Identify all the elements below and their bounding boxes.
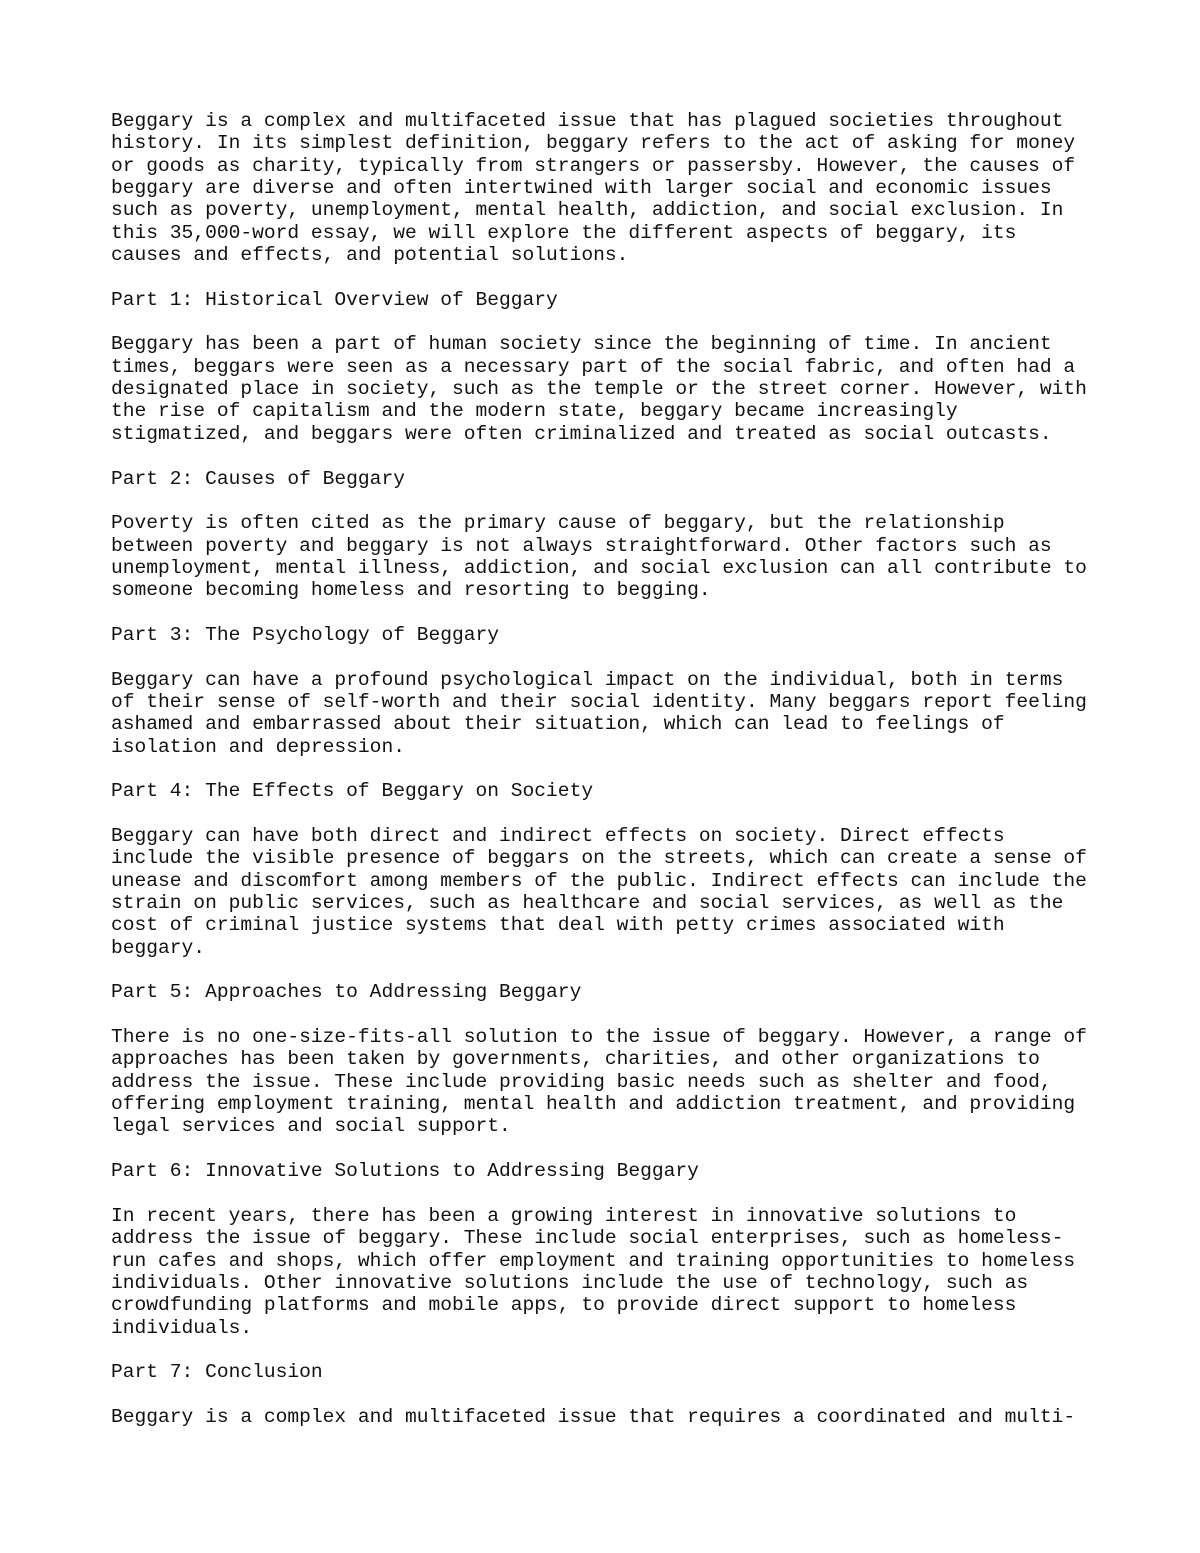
- section-heading-part-6: Part 6: Innovative Solutions to Addressing Beggary: [111, 1160, 699, 1183]
- section-heading-part-1: Part 1: Historical Overview of Beggary: [111, 288, 558, 311]
- section-body-part-4: Beggary can have both direct and indirect effects on society. Direct effects include the visible presence of beggars on the streets, which can create a sense of unease and discomfort among members of the public. Indirect effects can include the strain on public services, such as healthcare and social services, as well as the cost of criminal justice systems that deal with petty crimes associated with beggary.: [111, 825, 1087, 959]
- section-body-part-2: Poverty is often cited as the primary cause of beggary, but the relationship between poverty and beggary is not always straightforward. Other factors such as unemployment, mental illness, addiction, and social exclusion can all contribute to someone becoming homeless and resorting to begging.: [111, 512, 1087, 602]
- document-page: [111, 110, 1111, 1451]
- section-heading-part-3: Part 3: The Psychology of Beggary: [111, 623, 500, 646]
- section-heading-part-7: Part 7: Conclusion: [111, 1361, 323, 1384]
- section-heading-part-2: Part 2: Causes of Beggary: [111, 467, 405, 490]
- section-heading-part-4: Part 4: The Effects of Beggary on Society: [111, 780, 594, 803]
- section-body-part-5: There is no one-size-fits-all solution to the issue of beggary. However, a range of approaches has been taken by governments, charities, and other organizations to address the issue. These include providing basic needs such as shelter and food, offering employment training, mental health and addiction treatment, and providing legal services and social support.: [111, 1026, 1087, 1138]
- section-body-part-1: Beggary has been a part of human society since the beginning of time. In ancient times, beggars were seen as a necessary part of the social fabric, and often had a designated place in society, such as the temple or the street corner. However, with the rise of capitalism and the modern state, beggary became increasingly stigmatized, and beggars were often criminalized and treated as social outcasts.: [111, 333, 1087, 445]
- section-heading-part-5: Part 5: Approaches to Addressing Beggary: [111, 981, 582, 1004]
- section-body-part-3: Beggary can have a profound psychological impact on the individual, both in terms of their sense of self-worth and their social identity. Many beggars report feeling ashamed and embarrassed about their situation, which can lead to feelings of isolation and depression.: [111, 668, 1087, 758]
- section-body-part-7: Beggary is a complex and multifaceted issue that requires a coordinated and multi-: [111, 1405, 1076, 1428]
- section-body-part-6: In recent years, there has been a growing interest in innovative solutions to address the issue of beggary. These include social enterprises, such as homeless- run cafes and shops, which offer employment and training opportunities to homeless individuals. Other innovative solutions include the use of technology, such as crowdfunding platforms and mobile apps, to provide direct support to homeless individuals.: [111, 1204, 1076, 1339]
- intro-paragraph: Beggary is a complex and multifaceted issue that has plagued societies throughout history. In its simplest definition, beggary refers to the act of asking for money or goods as charity, typically from strangers or passersby. However, the causes of beggary are diverse and often intertwined with larger social and economic issues such as poverty, unemployment, mental health, addiction, and social exclusion. In this 35,000-word essay, we will explore the different aspects of beggary, its causes and effects, and potential solutions.: [111, 110, 1076, 267]
